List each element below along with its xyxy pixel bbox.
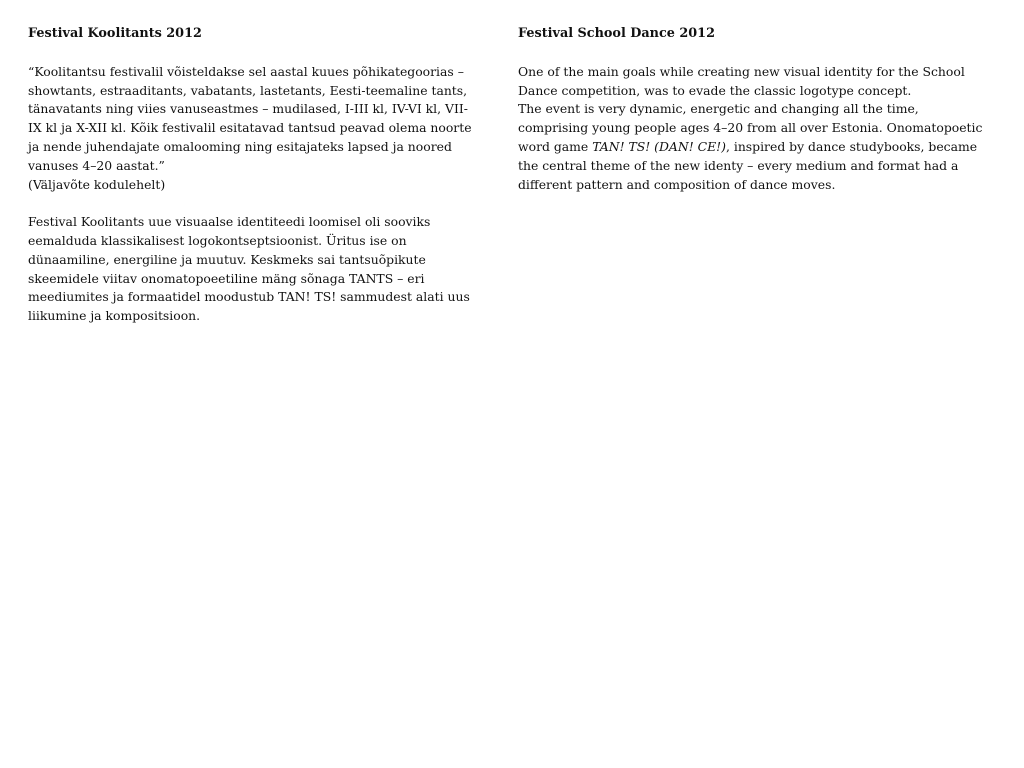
- english-title: Festival School Dance 2012: [518, 26, 715, 41]
- body-line: Dance competition, was to evade the classic logotype concept.: [518, 82, 912, 98]
- body-line: skeemidele viitav onomatopoeetiline mäng sõnaga TANTS – eri: [28, 270, 425, 286]
- body-line: meediumites ja formaatidel moodustub TAN! TS! sammudest alati uus: [28, 289, 470, 305]
- quote-line: vanuses 4–20 aastat.”: [28, 157, 165, 173]
- estonian-body-paragraph: [28, 213, 500, 326]
- english-column: [518, 24, 994, 213]
- english-body-paragraph: [518, 63, 994, 195]
- body-line: liikumine ja kompositsioon.: [28, 308, 201, 324]
- body-line: comprising young people ages 4–20 from all over Estonia. Onomatopoetic: [518, 120, 983, 136]
- body-line: One of the main goals while creating new visual identity for the School: [518, 63, 965, 79]
- body-line: different pattern and composition of dance moves.: [518, 176, 836, 192]
- wordgame-italic: TAN! TS! (DAN! CE!): [592, 138, 726, 154]
- quote-source: (Väljavõte kodulehelt): [28, 176, 166, 192]
- body-line: The event is very dynamic, energetic and changing all the time,: [518, 101, 919, 117]
- body-text: , inspired by dance studybooks, became: [725, 138, 978, 154]
- body-line: Festival Koolitants uue visuaalse identiteedi loomisel oli sooviks: [28, 214, 431, 230]
- quote-line: ja nende juhendajate omalooming ning esitajateks lapsed ja noored: [28, 138, 452, 154]
- body-line: eemalduda klassikalisest logokontseptsioonist. Üritus ise on: [28, 232, 407, 248]
- body-line-with-wordgame: [518, 138, 994, 157]
- quote-line: showtants, estraaditants, vabatants, lastetants, Eesti-teemaline tants,: [28, 82, 468, 98]
- estonian-quote-paragraph: [28, 63, 500, 195]
- quote-line: “Koolitantsu festivalil võisteldakse sel aastal kuues põhikategoorias –: [28, 63, 464, 79]
- quote-line: IX kl ja X-XII kl. Kõik festivalil esitatavad tantsud peavad olema noorte: [28, 120, 472, 136]
- estonian-title: Festival Koolitants 2012: [28, 26, 202, 41]
- body-text: word game: [518, 138, 593, 154]
- estonian-column: [28, 24, 500, 345]
- body-line: dünaamiline, energiline ja muutuv. Keskmeks sai tantsuõpikute: [28, 251, 426, 267]
- body-line: the central theme of the new identy – every medium and format had a: [518, 157, 959, 173]
- quote-line: tänavatants ning viies vanuseastmes – mudilased, I-III kl, IV-VI kl, VII-: [28, 101, 468, 117]
